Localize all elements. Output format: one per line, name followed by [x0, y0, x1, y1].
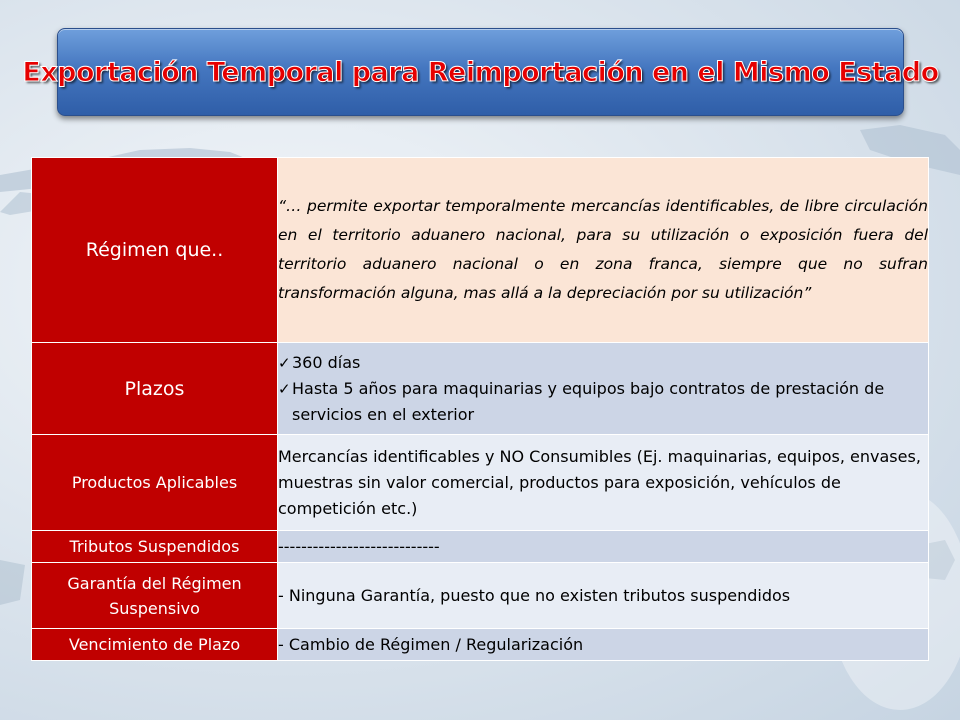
table-row: [32, 531, 929, 563]
row-value: - Cambio de Régimen / Regularización: [278, 629, 929, 661]
row-label: Productos Aplicables: [32, 435, 278, 531]
row-value: “… permite exportar temporalmente mercancías identificables, de libre circulación en el territorio aduanero nacional, para su utilización o exposición fuera del territorio aduanero nacional o en zona franca, siempre que no sufran transformación alguna, mas allá a la depreciación por su utilización”: [278, 158, 929, 343]
table-row: [32, 435, 929, 531]
row-value: [278, 343, 929, 435]
list-item: [278, 350, 928, 376]
row-label: Régimen que..: [32, 158, 278, 343]
list-item-text: 360 días: [292, 352, 361, 372]
row-label: Tributos Suspendidos: [32, 531, 278, 563]
row-value: Mercancías identificables y NO Consumibles (Ej. maquinarias, equipos, envases, muestras sin valor comercial, productos para exposición, vehículos de competición etc.): [278, 435, 929, 531]
row-value: ----------------------------: [278, 531, 929, 563]
check-icon: ✓: [278, 379, 291, 398]
list-item-text: Hasta 5 años para maquinarias y equipos bajo contratos de prestación de servicios en el exterior: [292, 378, 885, 424]
check-icon: ✓: [278, 353, 291, 372]
table-row: [32, 343, 929, 435]
page-title: Exportación Temporal para Reimportación en el Mismo Estado: [22, 56, 939, 88]
row-value: - Ninguna Garantía, puesto que no existen tributos suspendidos: [278, 563, 929, 629]
regime-table: [31, 157, 929, 661]
table-row: [32, 563, 929, 629]
list-item: [278, 376, 928, 428]
row-label: Plazos: [32, 343, 278, 435]
title-banner: [22, 28, 939, 116]
table-row: [32, 158, 929, 343]
table-row: [32, 629, 929, 661]
row-label: Vencimiento de Plazo: [32, 629, 278, 661]
row-label: Garantía del Régimen Suspensivo: [32, 563, 278, 629]
plazos-list: [278, 350, 928, 428]
